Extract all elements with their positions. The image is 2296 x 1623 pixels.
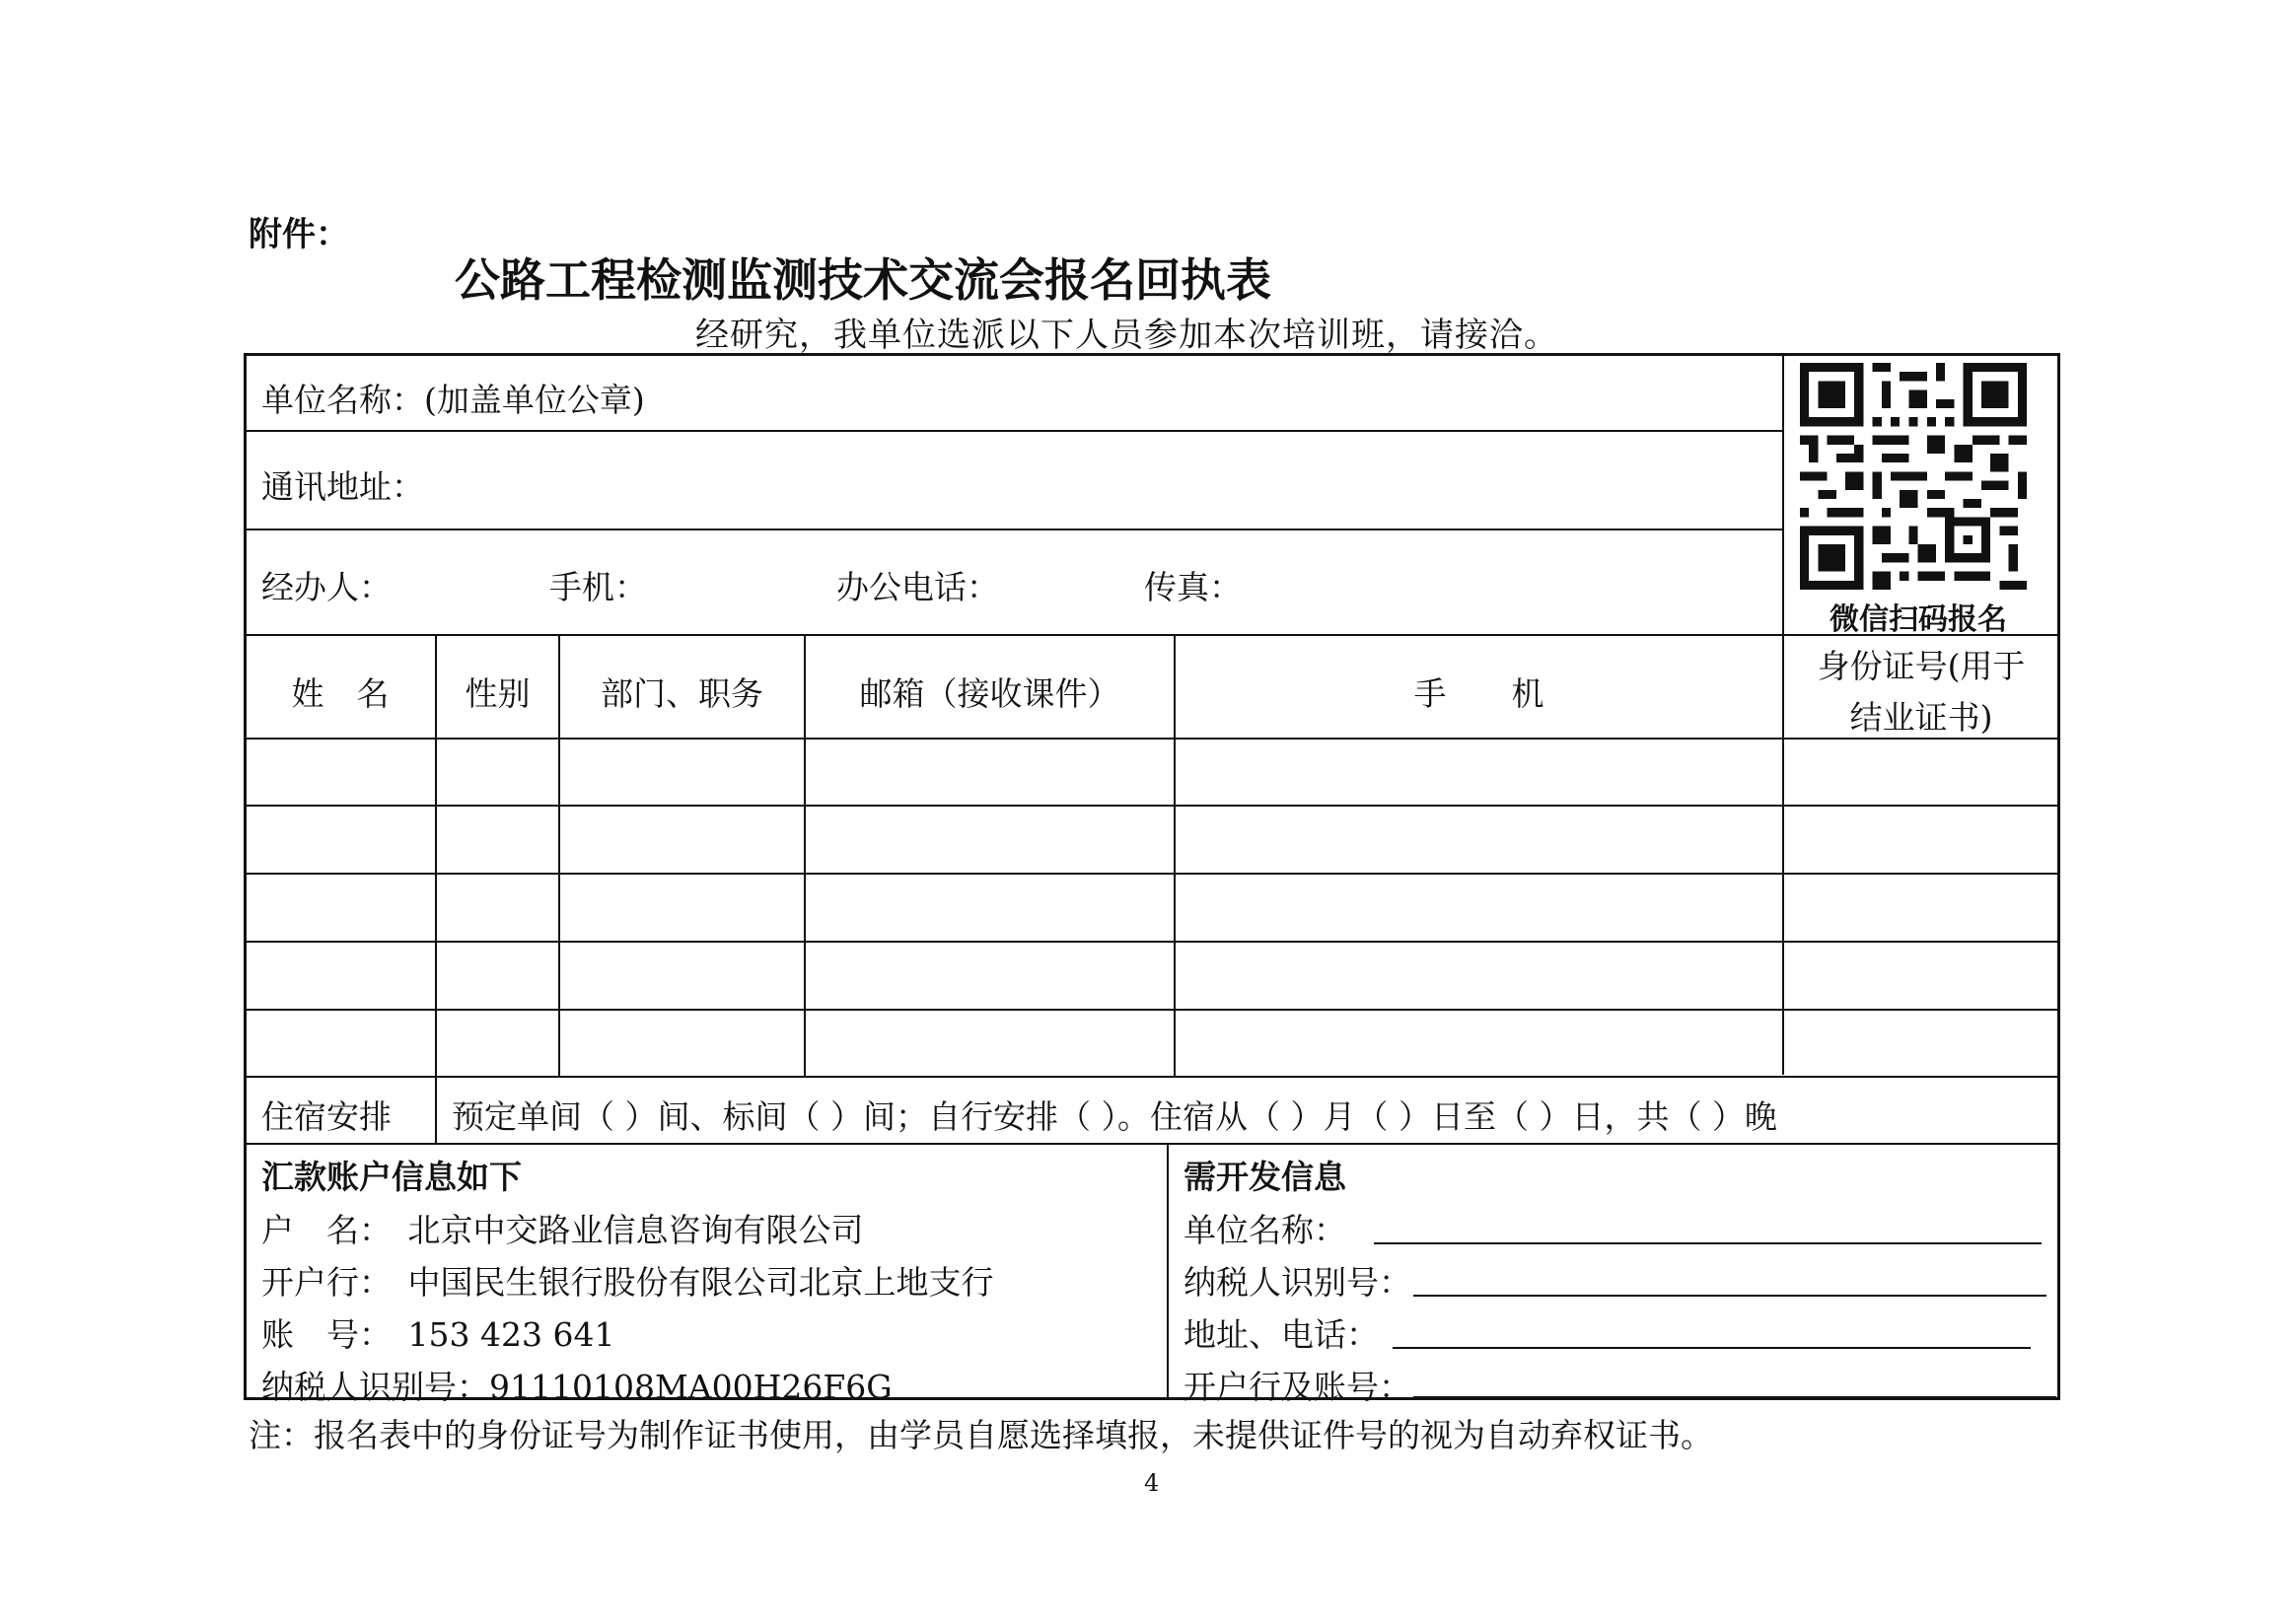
rule-accommodation-label bbox=[435, 1076, 437, 1143]
invoice-bank-account-label: 开户行及账号： bbox=[1184, 1368, 1411, 1406]
header-name: 姓 名 bbox=[291, 674, 390, 713]
invoice-tax-id-field[interactable] bbox=[1413, 1295, 2046, 1297]
rule-bottom-split bbox=[1167, 1143, 1169, 1400]
invoice-heading: 需开发信息 bbox=[1184, 1158, 1346, 1196]
attachment-label: 附件： bbox=[249, 215, 349, 254]
page-subtitle: 经研究，我单位选派以下人员参加本次培训班，请接洽。 bbox=[695, 316, 1558, 355]
page-title: 公路工程检测监测技术交流会报名回执表 bbox=[455, 253, 1271, 307]
office-phone-label: 办公电话： bbox=[836, 568, 999, 606]
rule-address-bottom bbox=[244, 529, 1782, 530]
invoice-address-phone-label: 地址、电话： bbox=[1184, 1315, 1379, 1354]
header-dept: 部门、职务 bbox=[601, 674, 763, 713]
handler-label: 经办人： bbox=[261, 568, 392, 606]
fax-label: 传真： bbox=[1144, 568, 1242, 606]
invoice-bank-account-field[interactable] bbox=[1413, 1396, 2056, 1398]
rule-row-1 bbox=[244, 805, 2060, 807]
page-number: 4 bbox=[1144, 1469, 1160, 1497]
rule-contact-bottom bbox=[244, 634, 2060, 636]
header-email: 邮箱（接收课件） bbox=[859, 674, 1120, 713]
accommodation-label: 住宿安排 bbox=[261, 1097, 392, 1136]
invoice-unit-name-field[interactable] bbox=[1374, 1242, 2042, 1244]
mobile-label: 手机： bbox=[549, 568, 647, 606]
rule-row-4 bbox=[244, 1009, 2060, 1011]
invoice-address-phone-field[interactable] bbox=[1393, 1347, 2031, 1349]
qr-caption: 微信扫码报名 bbox=[1830, 602, 2007, 637]
remittance-account-name: 户 名： 北京中交路业信息咨询有限公司 bbox=[261, 1211, 864, 1249]
rule-row-5 bbox=[244, 1076, 2060, 1078]
header-gender: 性别 bbox=[465, 674, 531, 713]
rule-row-2 bbox=[244, 873, 2060, 875]
header-phone: 手 机 bbox=[1413, 674, 1544, 713]
remittance-bank: 开户行： 中国民生银行股份有限公司北京上地支行 bbox=[261, 1263, 994, 1302]
address-label: 通讯地址： bbox=[261, 467, 424, 506]
unit-name-label: 单位名称：(加盖单位公章) bbox=[261, 381, 645, 419]
accommodation-text: 预定单间（ ）间、标间（ ）间；自行安排（ ）。住宿从（ ）月（ ）日至（ ）日，共（ ）晚 bbox=[452, 1097, 1777, 1136]
rule-row-3 bbox=[244, 941, 2060, 943]
rule-accommodation-bottom bbox=[244, 1143, 2060, 1145]
wechat-qr-code-icon bbox=[1800, 363, 2027, 590]
remittance-account-number: 账 号： 153 423 641 bbox=[261, 1315, 615, 1354]
footnote: 注：报名表中的身份证号为制作证书使用，由学员自愿选择填报，未提供证件号的视为自动弃权证书。 bbox=[249, 1416, 1713, 1454]
remittance-heading: 汇款账户信息如下 bbox=[261, 1158, 522, 1196]
remittance-tax-id: 纳税人识别号：91110108MA00H26F6G bbox=[261, 1368, 893, 1406]
invoice-unit-name-label: 单位名称： bbox=[1184, 1211, 1346, 1249]
rule-unit-bottom bbox=[244, 430, 1782, 432]
header-id-line1: 身份证号(用于 bbox=[1817, 647, 2026, 685]
invoice-tax-id-label: 纳税人识别号： bbox=[1184, 1263, 1411, 1302]
header-id-line2: 结业证书) bbox=[1849, 698, 1993, 737]
